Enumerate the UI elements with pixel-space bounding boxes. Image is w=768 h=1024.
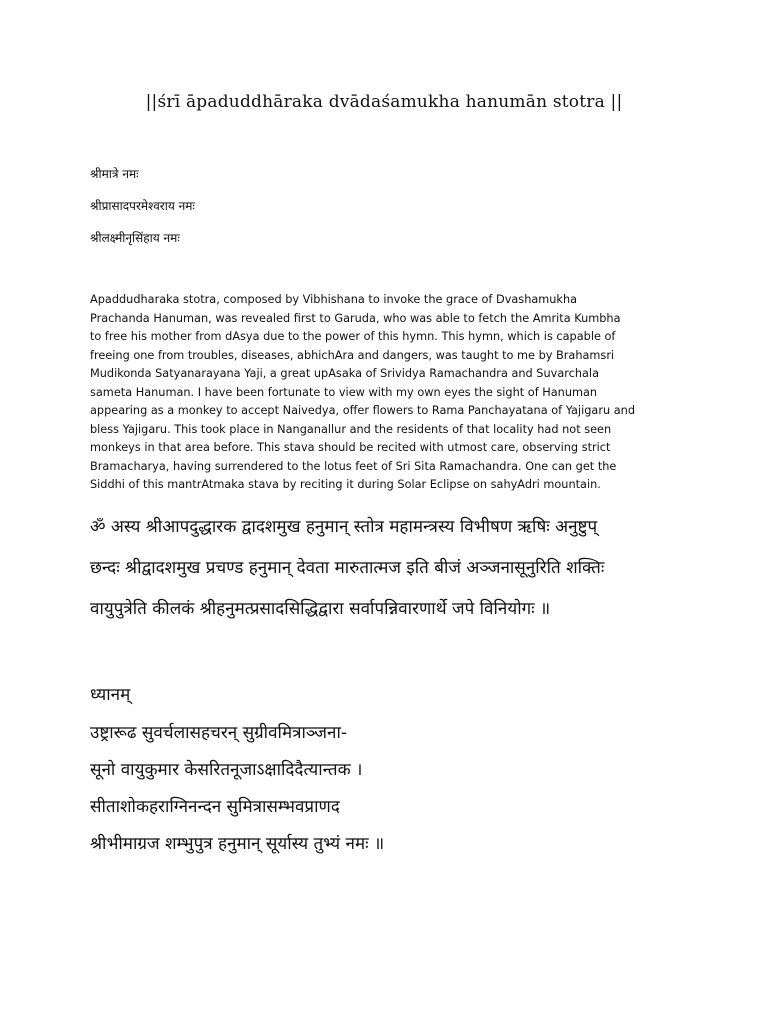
intro-paragraph [90,291,690,495]
dhyanam-line: श्रीभीमाग्रज शम्भुपुत्र हनुमान् सूर्यास्य तुभ्यं नमः ॥ [90,834,385,854]
intro-line: monkeys in that area before. This stava should be recited with utmost care, observing strict [90,441,611,454]
dhyanam-block [90,684,690,870]
intro-line: Mudikonda Satyanarayana Yaji, a great upAsaka of Srividya Ramachandra and Suvarchala [90,367,599,380]
dhyanam-line: उष्ट्रारूढ सुवर्चलासहचरन् सुग्रीवमित्राञ्जना- [90,723,347,743]
dhyanam-line: सूनो वायुकुमार केसरितनूजाऽक्षादिदैत्यान्तक । [90,760,363,780]
invocation-block [90,166,195,262]
intro-line: to free his mother from dAsya due to the power of this hymn. This hymn, which is capable of [90,330,616,343]
intro-line: Prachanda Hanuman, was revealed first to Garuda, who was able to fetch the Amrita Kumbha [90,311,621,325]
viniyoga-block [90,516,690,639]
intro-line: Siddhi of this mantrAtmaka stava by reciting it during Solar Eclipse on sahyAdri mountain. [90,478,601,491]
intro-line: sameta Hanuman. I have been fortunate to view with my own eyes the sight of Hanuman [90,385,598,399]
intro-line: bless Yajigaru. This took place in Nanganallur and the residents of that locality had not seen [90,422,612,436]
viniyoga-line: वायुपुत्रेति कीलकं श्रीहनुमत्प्रसादसिद्धिद्वारा सर्वापन्निवारणार्थे जपे विनियोगः ॥ [90,599,551,619]
dhyanam-line: सीताशोकहराग्निनन्दन सुमित्रासम्भवप्राणद [90,797,340,817]
intro-line: Apaddudharaka stotra, composed by Vibhishana to invoke the grace of Dvashamukha [90,293,578,306]
viniyoga-line: ॐ अस्य श्रीआपदुद्धारक द्वादशमुख हनुमान् स्तोत्र महामन्त्रस्य विभीषण ऋषिः अनुष्टुप् [90,517,598,537]
intro-line: appearing as a monkey to accept Naivedya, offer flowers to Rama Panchayatana of Yajigaru and [90,404,635,417]
intro-line: Bramacharya, having surrendered to the lotus feet of Sri Sita Ramachandra. One can get the [90,459,617,473]
dhyanam-heading: ध्यानम् [90,685,131,705]
viniyoga-line: छन्दः श्रीद्वादशमुख प्रचण्ड हनुमान् देवता मारुतात्मज इति बीजं अञ्जनासूनुरिति शक्तिः [90,558,605,578]
invocation-line: श्रीलक्ष्मीनृसिंहाय नमः [90,231,180,245]
intro-line: freeing one from troubles, diseases, abhichAra and dangers, was taught to me by Brahamsri [90,348,615,362]
stotra-title: ||śrī āpaduddhāraka dvādaśamukha hanumān stotra || [145,92,623,112]
invocation-line: श्रीप्रासादपरमेश्वराय नमः [90,199,195,213]
invocation-line: श्रीमात्रे नमः [90,167,139,181]
